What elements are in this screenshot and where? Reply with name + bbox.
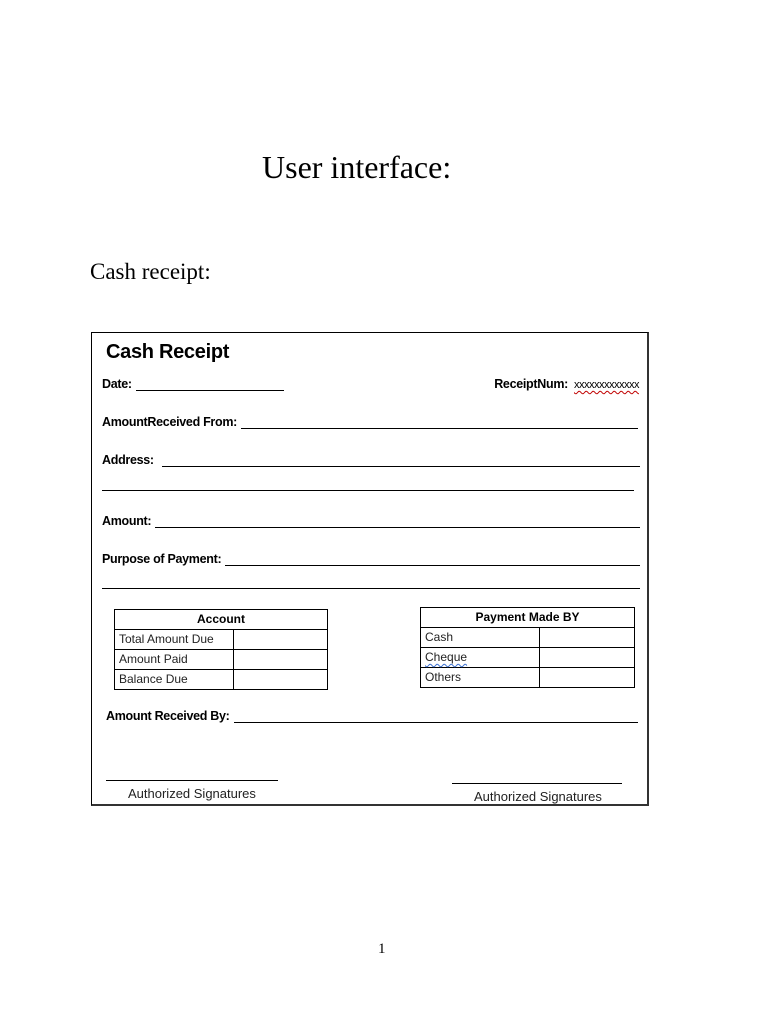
account-row-value-cell[interactable] [234, 650, 328, 670]
payment-method-value-cell[interactable] [540, 628, 635, 648]
receipt-number [494, 376, 639, 393]
table-row [115, 630, 328, 650]
account-table-header: Account [115, 610, 328, 630]
account-row-label: Balance Due [115, 670, 234, 690]
received-by-field[interactable] [106, 708, 638, 724]
account-table [114, 609, 328, 690]
payment-method-table [420, 607, 635, 688]
receipt-title: Cash Receipt [106, 341, 230, 363]
payment-method-value-cell[interactable] [540, 668, 635, 688]
amount-field[interactable] [102, 513, 640, 529]
payment-method-label: Others [421, 668, 540, 688]
date-field[interactable] [102, 376, 284, 392]
date-label: Date: [102, 377, 132, 391]
received-by-line [234, 710, 639, 723]
account-row-value-cell[interactable] [234, 670, 328, 690]
table-row [115, 650, 328, 670]
signature-left-line[interactable] [106, 779, 278, 781]
purpose-label: Purpose of Payment: [102, 552, 222, 566]
table-row [115, 670, 328, 690]
table-row [421, 648, 635, 668]
address-line [162, 454, 640, 467]
signature-right-label: Authorized Signatures [474, 789, 602, 804]
payment-method-label: Cheque [421, 648, 540, 668]
purpose-second-line [102, 587, 640, 589]
purpose-field[interactable] [102, 551, 640, 567]
amount-received-from-label: AmountReceived From: [102, 415, 237, 429]
amount-received-from-field[interactable] [102, 414, 638, 430]
cash-receipt-form [91, 332, 649, 806]
received-by-label: Amount Received By: [106, 709, 230, 723]
payment-table-header: Payment Made BY [421, 608, 635, 628]
payment-method-label: Cash [421, 628, 540, 648]
page-heading: User interface: [262, 149, 452, 185]
amount-received-from-line [241, 416, 638, 429]
purpose-line [225, 553, 640, 566]
payment-method-value-cell[interactable] [540, 648, 635, 668]
amount-line [155, 515, 640, 528]
receipt-num-label: ReceiptNum: [494, 377, 568, 391]
signature-left-label: Authorized Signatures [128, 786, 256, 801]
receipt-num-value: xxxxxxxxxxxxx [574, 379, 639, 391]
account-row-label: Total Amount Due [115, 630, 234, 650]
page-number: 1 [378, 941, 386, 957]
address-label: Address: [102, 453, 154, 467]
table-row [421, 668, 635, 688]
account-row-label: Amount Paid [115, 650, 234, 670]
signature-right-line[interactable] [452, 782, 622, 784]
address-second-line [102, 489, 634, 491]
address-field[interactable] [102, 452, 640, 468]
table-row [421, 628, 635, 648]
section-label: Cash receipt: [90, 259, 211, 284]
account-row-value-cell[interactable] [234, 630, 328, 650]
amount-label: Amount: [102, 514, 152, 528]
date-line [136, 378, 284, 391]
